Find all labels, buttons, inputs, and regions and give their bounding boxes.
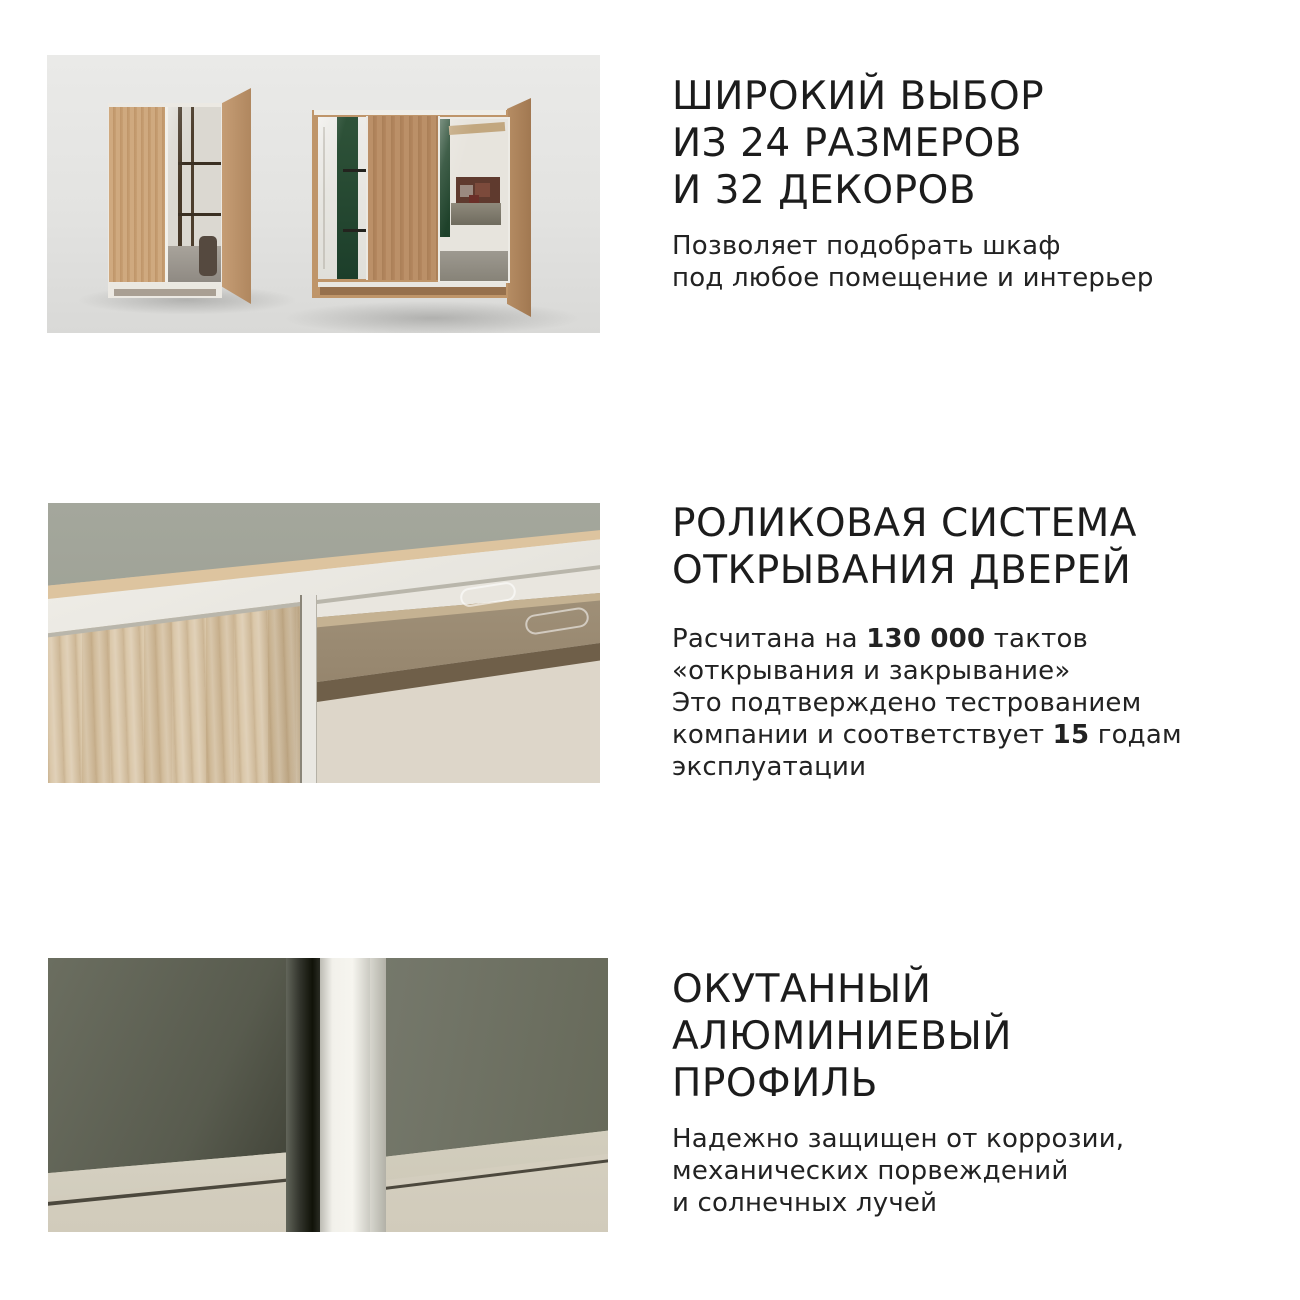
title-line: ШИРОКИЙ ВЫБОР xyxy=(672,74,1045,119)
section-3-body xyxy=(672,1123,1124,1219)
section-2-body xyxy=(672,623,1182,783)
body-text: компании и соответствует xyxy=(672,720,1053,750)
wardrobe-a-side-panel xyxy=(222,88,251,304)
wardrobe-b-floor-shadow xyxy=(282,301,582,333)
body-text: годам xyxy=(1089,720,1182,750)
aluminum-profile-handle xyxy=(320,958,370,1232)
section-2-text xyxy=(672,500,1137,594)
two-sliding-door-wardrobes-photo xyxy=(47,55,600,333)
body-line xyxy=(672,623,1182,655)
section-1-title xyxy=(672,73,1044,214)
mirror-shine xyxy=(440,119,508,281)
title-line: ОТКРЫВАНИЯ ДВЕРЕЙ xyxy=(672,548,1132,593)
wardrobe-b-mirror-door-right xyxy=(438,117,510,283)
profile-side-strip xyxy=(370,958,386,1232)
dark-door-panel-right xyxy=(386,958,608,1232)
section-3-body-wrap xyxy=(672,1123,1124,1219)
body-text: тактов xyxy=(985,624,1089,654)
section-3-text xyxy=(672,966,1012,1107)
section-1-text xyxy=(672,73,1044,214)
body-text: Расчитана на xyxy=(672,624,867,654)
body-line: Надежно защищен от коррозии, xyxy=(672,1124,1125,1154)
wardrobe-a-wood-door xyxy=(109,107,165,282)
wardrobe-b-base xyxy=(320,287,506,295)
mirror-shine xyxy=(318,117,366,279)
wardrobe-a-base xyxy=(114,289,216,296)
section-2-title xyxy=(672,500,1137,594)
body-line: «открывания и закрывание» xyxy=(672,656,1071,686)
title-line: ПРОФИЛЬ xyxy=(672,1061,878,1106)
title-line: И 32 ДЕКОРОВ xyxy=(672,168,977,213)
cycles-count: 130 000 xyxy=(866,624,986,654)
body-line: Это подтверждено тестрованием xyxy=(672,688,1142,718)
door-edge-shadow xyxy=(286,958,320,1232)
wardrobe-a-front xyxy=(108,103,222,298)
body-line: Позволяет подобрать шкаф xyxy=(672,231,1061,261)
section-2-body-wrap xyxy=(672,623,1182,783)
body-line: под любое помещение и интерьер xyxy=(672,263,1154,293)
wardrobe-b-top-strip xyxy=(314,110,506,115)
title-line: РОЛИКОВАЯ СИСТЕМА xyxy=(672,501,1137,546)
section-1-body xyxy=(672,230,1154,294)
wardrobe-b-wood-door xyxy=(366,116,440,280)
wardrobe-top-rail-closeup-photo xyxy=(48,503,600,783)
body-line xyxy=(672,719,1182,751)
title-line: ИЗ 24 РАЗМЕРОВ xyxy=(672,121,1023,166)
body-line: эксплуатации xyxy=(672,752,867,782)
wardrobe-b-mirror-door-left xyxy=(318,117,366,279)
wardrobe-b-side-panel xyxy=(507,98,531,317)
mirror-shine xyxy=(168,107,221,282)
section-3-title xyxy=(672,966,1012,1107)
section-1-body-wrap xyxy=(672,230,1154,294)
body-line: и солнечных лучей xyxy=(672,1188,938,1218)
body-line: механических порвеждений xyxy=(672,1156,1069,1186)
wardrobe-a-mirror-door xyxy=(168,107,221,282)
title-line: АЛЮМИНИЕВЫЙ xyxy=(672,1014,1012,1059)
title-line: ОКУТАННЫЙ xyxy=(672,967,932,1012)
wardrobe-b-front xyxy=(312,110,508,298)
aluminum-profile-closeup-photo xyxy=(48,958,608,1232)
door-frame-edge xyxy=(300,595,317,783)
years-count: 15 xyxy=(1052,720,1090,750)
